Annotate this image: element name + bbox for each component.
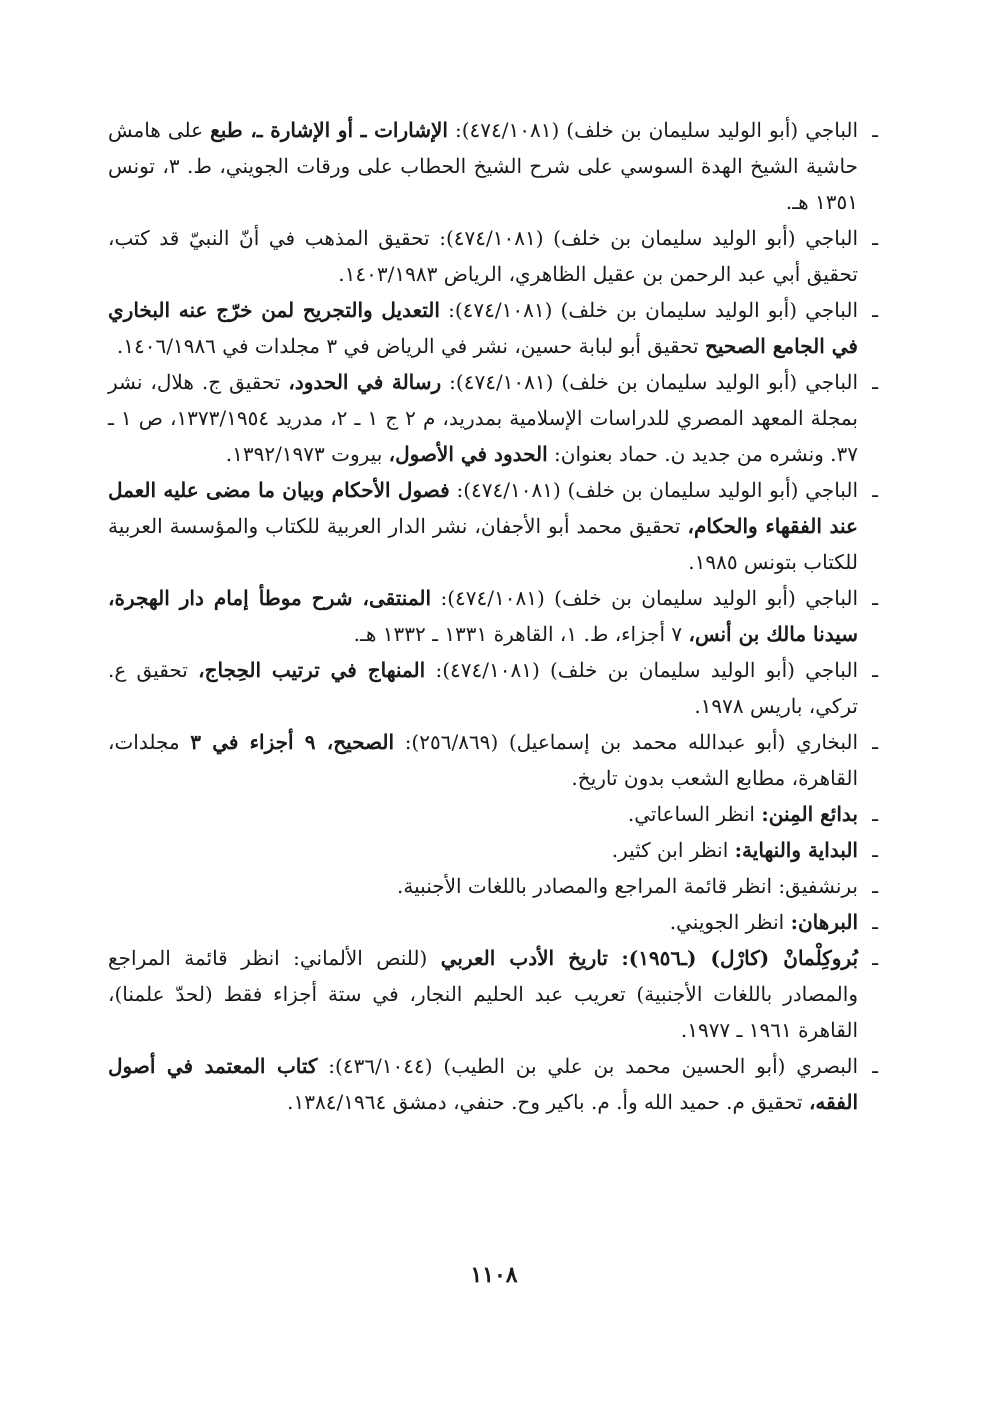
bibliography-entry [108,724,878,796]
entry-details: ٧ أجزاء، ط. ١، القاهرة ١٣٣١ ـ ١٣٣٢ هـ. [353,622,683,646]
entry-author: برنشفيق: [778,874,858,898]
entry-author: الباجي (أبو الوليد سليمان بن خلف) (٤٧٤/١٠٨١): [454,118,859,142]
bibliography-entry [108,472,878,580]
bibliography-entry [108,940,878,1048]
entry-author: الباجي (أبو الوليد سليمان بن خلف) (٤٧٤/١٠٨١): [449,370,859,394]
entry-details: مجلدات، القاهرة، مطابع الشعب بدون تاريخ. [108,730,858,790]
entry-title: بدائع المِنن: [761,802,858,826]
entry-author: الباجي (أبو الوليد سليمان بن خلف) (٤٧٤/١٠٨١): [448,298,858,322]
entry-details: تحقيق محمد أبو الأجفان، نشر الدار العربية للكتاب والمؤسسة العربية للكتاب بتونس ١٩٨٥. [108,514,858,574]
entry-details: كتب، تحقيق أبي عبد الرحمن بن عقيل الظاهري، الرياض ١٤٠٣/١٩٨٣. [108,226,858,286]
bibliography-entry [108,652,878,724]
entry-title: كتاب المعتمد في أصول الفقه، [108,1054,858,1114]
entry-title: فصول الأحكام وبيان ما مضى عليه العمل عند الفقهاء والحكام، [108,478,858,538]
entry-title: المنهاج في ترتيب الحِجاج، [198,658,426,682]
entry-details: تحقيق م. حميد الله وأ. م. باكير وح. حنفي، دمشق ١٣٨٤/١٩٦٤. [287,1090,803,1114]
entry-details: انظر قائمة المراجع والمصادر باللغات الأجنبية. [397,874,773,898]
entry-title-secondary: الحدود في الأصول، [388,442,548,466]
entry-title: البداية والنهاية: [734,838,858,862]
entry-details: انظر الجويني. [669,910,785,934]
entry-title: الصحيح، ٩ أجزاء في ٣ [190,730,395,754]
entry-author: الباجي (أبو الوليد سليمان بن خلف) (٤٧٤/١٠٨١): [435,658,858,682]
bibliography-entry [108,220,878,292]
entry-author: بُروكِلْمانْ (كارْل) (ـ١٩٥٦): [621,946,859,970]
bibliography-list [108,112,878,1120]
entry-title: تحقيق المذهب في أنّ النبيّ قد [159,226,430,250]
bibliography-entry [108,292,878,364]
entry-details: تحقيق ج. هلال، نشر بمجلة المعهد المصري للدراسات الإسلامية بمدريد، م ٢ ج ١ ـ ٢، مدريد ١٣٧٣/١٩٥٤، ص ١ ـ ٣٧. ونشره من جديد ن. حماد بعنوان: [108,370,858,466]
bibliography-entry [108,904,878,940]
entry-title: الإشارات ـ أو الإشارة ـ، طبع [210,118,448,142]
entry-title: التعديل والتجريح لمن خرّج عنه البخاري في الجامع الصحيح [108,298,858,358]
bibliography-entry [108,112,878,220]
bibliography-entry [108,580,878,652]
entry-author: الباجي (أبو الوليد سليمان بن خلف) (٤٧٤/١٠٨١): [456,478,858,502]
bibliography-entry [108,868,878,904]
entry-details-secondary: بيروت ١٣٩٢/١٩٧٣. [225,442,383,466]
entry-author: البصري (أبو الحسين محمد بن علي بن الطيب) (٤٣٦/١٠٤٤): [328,1054,858,1078]
entry-details: تحقيق أبو لبابة حسين، نشر في الرياض في ٣ مجلدات في ١٤٠٦/١٩٨٦. [116,334,699,358]
entry-title: تاريخ الأدب العربي [440,946,608,970]
entry-details: على هامش حاشية الشيخ الهدة السوسي على شرح الشيخ الحطاب على ورقات الجويني، ط. ٣، تونس ١٣٥١ هـ. [108,118,859,214]
entry-author: الباجي (أبو الوليد سليمان بن خلف) (٤٧٤/١٠٨١): [440,586,859,610]
entry-details: انظر ابن كثير. [611,838,729,862]
bibliography-entry [108,832,878,868]
entry-details: تحقيق ع. تركي، باريس ١٩٧٨. [108,658,858,718]
page-number: ١١٠٨ [470,1262,518,1288]
entry-author: البخاري (أبو عبدالله محمد بن إسماعيل) (٢٥٦/٨٦٩): [404,730,859,754]
entry-details: انظر الساعاتي. [627,802,755,826]
bibliography-entry [108,796,878,832]
bibliography-entry [108,364,878,472]
entry-title: المنتقى، شرح موطأ إمام دار الهجرة، سيدنا مالك بن أنس، [108,586,858,646]
entry-details: (للنص الألماني: انظر قائمة المراجع والمصادر باللغات الأجنبية) تعريب عبد الحليم النجار، في ستة أجزاء فقط (لحدّ علمنا)، القاهرة ١٩٦١ ـ ١٩٧٧. [108,946,858,1042]
bibliography-entry [108,1048,878,1120]
entry-title: البرهان: [790,910,858,934]
entry-title: رسالة في الحدود، [288,370,442,394]
entry-author: الباجي (أبو الوليد سليمان بن خلف) (٤٧٤/١٠٨١): [439,226,859,250]
